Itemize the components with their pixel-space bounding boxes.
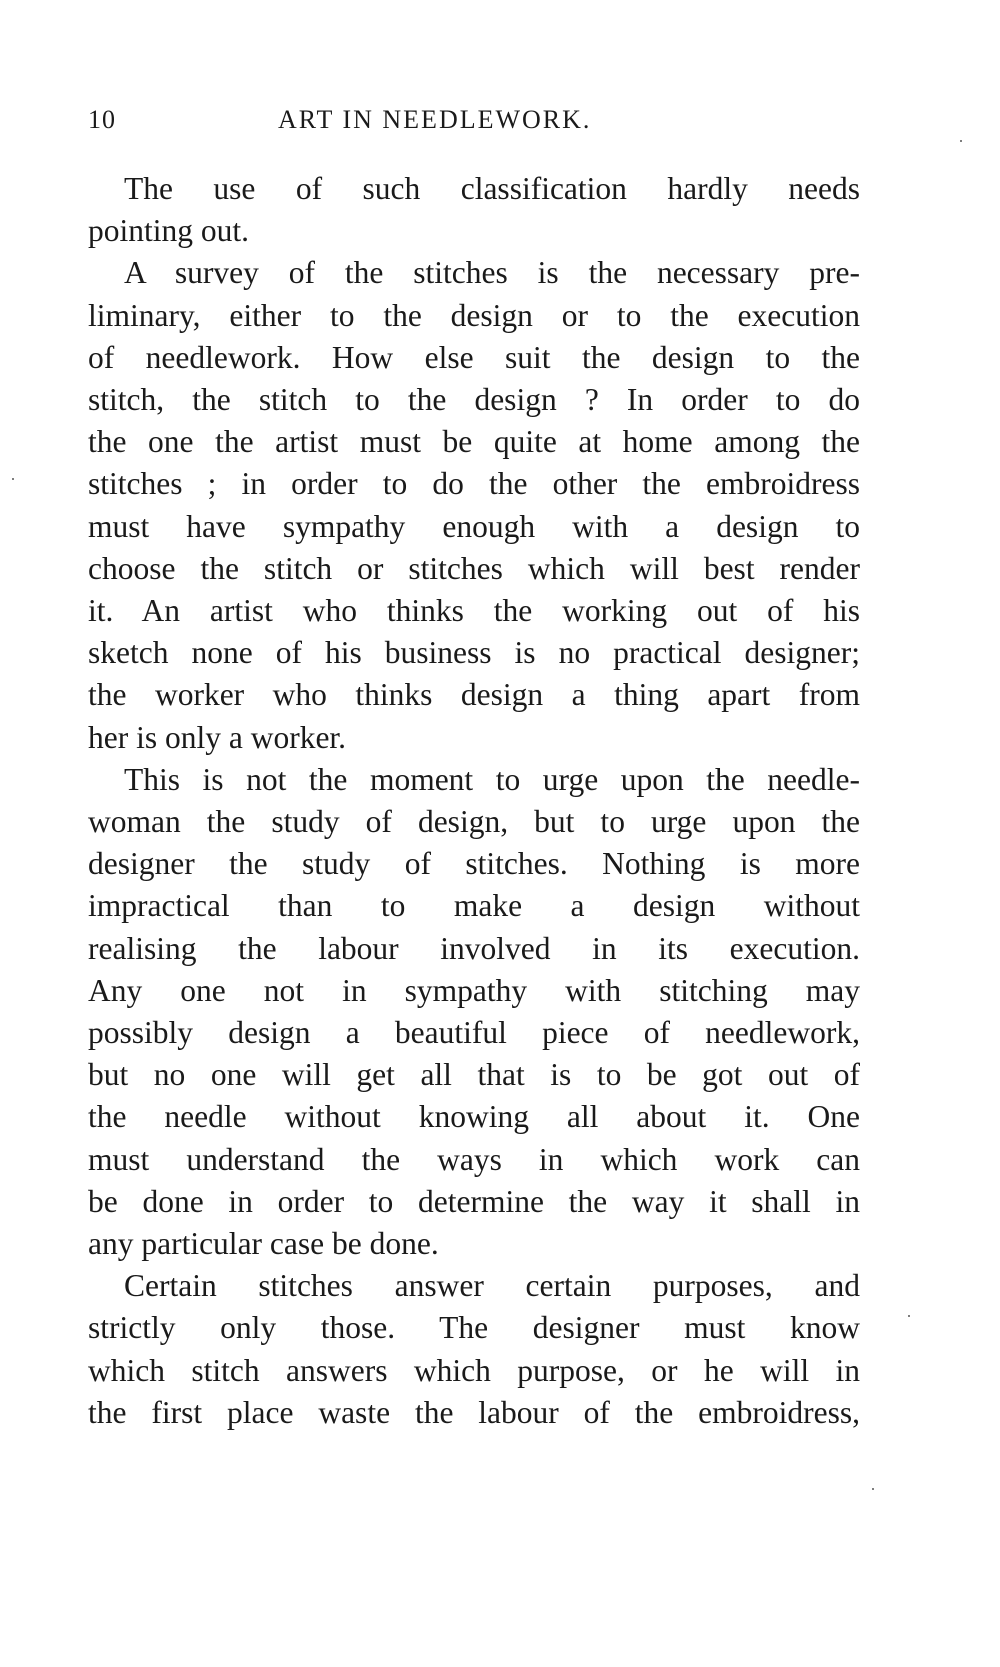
text-line: stitches ; in order to do the other the embroidress	[88, 466, 860, 502]
text-line: her is only a worker.	[88, 719, 347, 755]
text-line: stitch, the stitch to the design ? In order to do	[88, 382, 860, 418]
text-line: must understand the ways in which work can	[88, 1141, 860, 1177]
text-line: Any one not in sympathy with stitching may	[88, 972, 860, 1008]
paragraph-2	[88, 252, 860, 758]
text-line: realising the labour involved in its execution.	[88, 930, 860, 966]
page-number: 10	[88, 105, 116, 134]
text-line: choose the stitch or stitches which will best render	[88, 550, 860, 586]
text-line: strictly only those. The designer must know	[88, 1310, 860, 1346]
text-line: must have sympathy enough with a design to	[88, 508, 860, 544]
text-line: pointing out.	[88, 213, 250, 249]
text-line: which stitch answers which purpose, or he will in	[88, 1352, 860, 1388]
text-line: Certain stitches answer certain purposes, and	[124, 1268, 860, 1304]
paragraph-1	[88, 168, 860, 252]
text-line: possibly design a beautiful piece of needlework,	[88, 1015, 860, 1051]
text-line: it. An artist who thinks the working out of his	[88, 593, 860, 629]
text-line: but no one will get all that is to be got out of	[88, 1057, 860, 1093]
scan-speck	[12, 478, 14, 480]
text-line: liminary, either to the design or to the execution	[88, 297, 860, 333]
text-line: the needle without knowing all about it. One	[88, 1099, 860, 1135]
text-line: woman the study of design, but to urge upon the	[88, 804, 860, 840]
text-line: any particular case be done.	[88, 1226, 439, 1262]
scan-speck	[872, 1488, 874, 1490]
scan-speck	[960, 140, 962, 142]
text-line: The use of such classification hardly needs	[124, 171, 860, 206]
paragraph-3	[88, 759, 860, 1265]
scan-speck	[908, 1315, 910, 1317]
book-title: ART IN NEEDLEWORK.	[278, 105, 592, 134]
text-line: A survey of the stitches is the necessary pre-	[124, 255, 860, 291]
text-line: be done in order to determine the way it shall in	[88, 1183, 860, 1219]
text-line: This is not the moment to urge upon the needle-	[124, 761, 860, 797]
text-line: the first place waste the labour of the embroidress,	[88, 1394, 860, 1430]
paragraph-4	[88, 1265, 860, 1434]
text-line: of needlework. How else suit the design to the	[88, 339, 860, 375]
text-line: designer the study of stitches. Nothing is more	[88, 846, 860, 882]
text-line: sketch none of his business is no practical designer;	[88, 635, 860, 671]
running-head	[88, 100, 878, 140]
text-line: the one the artist must be quite at home among the	[88, 424, 860, 460]
text-line: the worker who thinks design a thing apart from	[88, 677, 860, 713]
body-text	[88, 168, 860, 1434]
text-line: impractical than to make a design without	[88, 888, 860, 924]
